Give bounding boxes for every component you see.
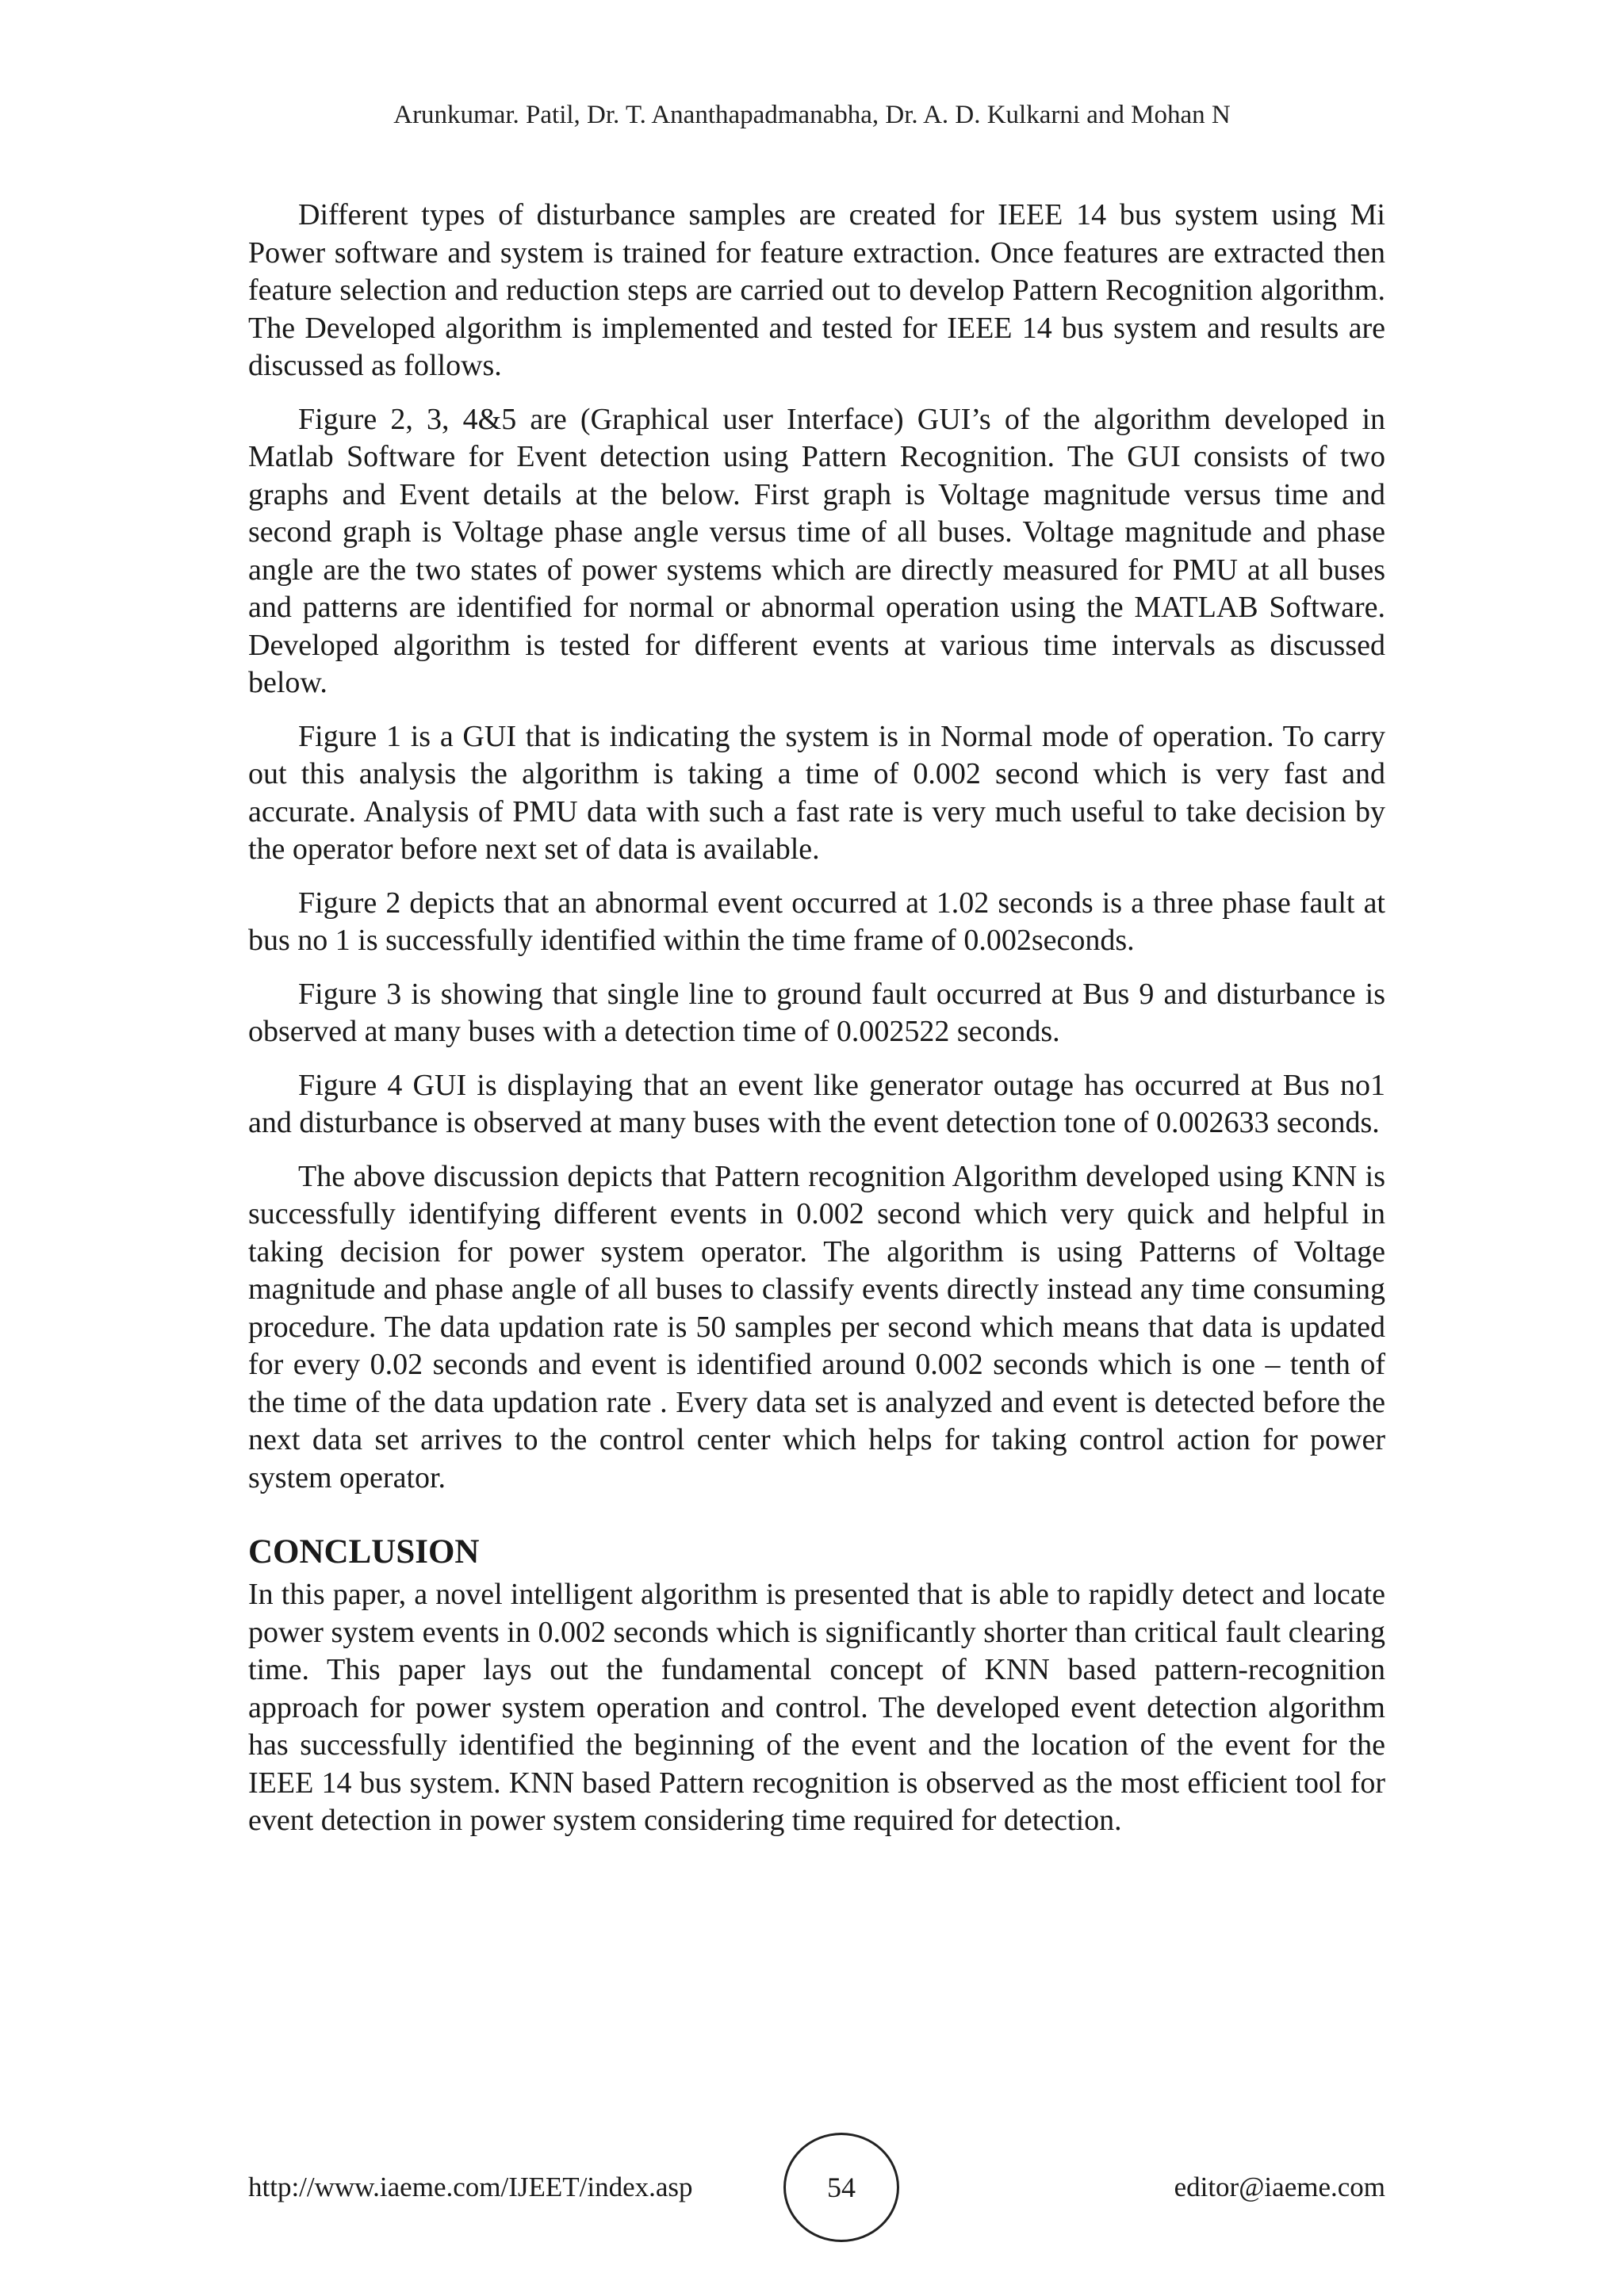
conclusion-paragraph: In this paper, a novel intelligent algorithm is presented that is able to rapidly detect and locate power system events in 0.002 seconds which is significantly shorter than critical fault clearing time. This paper lays out the fundamental concept of KNN based pattern-recognition approach for power system operation and control. The developed event detection algorithm has successfully identified the beginning of the event and the location of the event for the IEEE 14 bus system. KNN based Pattern recognition is observed as the most efficient tool for event detection in power system considering time required for detection. (248, 1578, 1385, 1837)
body-paragraph-4: Figure 2 depicts that an abnormal event occurred at 1.02 seconds is a three phase fault at bus no 1 is successfully identified within the time frame of 0.002seconds. (248, 886, 1385, 957)
body-paragraph-7: The above discussion depicts that Pattern recognition Algorithm developed using KNN is successfully identifying different events in 0.002 second which very quick and helpful in taking decision for power system operator. The algorithm is using Patterns of Voltage magnitude and phase angle of all buses to classify events directly instead any time consuming procedure. The data updation rate is 50 samples per second which means that data is updated for every 0.02 seconds and event is identified around 0.002 seconds which is one – tenth of the time of the data updation rate . Every data set is analyzed and event is detected before the next data set arrives to the control center which helps for taking control action for power system operator. (248, 1159, 1385, 1494)
editor-email-link[interactable]: editor@iaeme.com (1174, 2172, 1385, 2202)
body-paragraph-5: Figure 3 is showing that single line to ground fault occurred at Bus 9 and disturbance is observed at many buses with a detection time of 0.002522 seconds. (248, 977, 1385, 1048)
body-paragraph-1: Different types of disturbance samples are created for IEEE 14 bus system using Mi Power software and system is trained for feature extraction. Once features are extracted then feature selection and reduction steps are carried out to develop Pattern Recognition algorithm. The Developed algorithm is implemented and tested for IEEE 14 bus system and results are discussed as follows. (248, 198, 1385, 382)
body-paragraph-3: Figure 1 is a GUI that is indicating the system is in Normal mode of operation. To carry out this analysis the algorithm is taking a time of 0.002 second which is very fast and accurate. Analysis of PMU data with such a fast rate is very much useful to take decision by the operator before next set of data is available. (248, 719, 1385, 866)
page-body (248, 197, 1385, 1856)
body-paragraph-6: Figure 4 GUI is displaying that an event like generator outage has occurred at Bus no1 and disturbance is observed at many buses with the event detection tone of 0.002633 seconds. (248, 1068, 1385, 1139)
page-number-badge (783, 2133, 899, 2242)
body-paragraph-2: Figure 2, 3, 4&5 are (Graphical user Interface) GUI’s of the algorithm developed in Matlab Software for Event detection using Pattern Recognition. The GUI consists of two graphs and Event details at the below. First graph is Voltage magnitude versus time and second graph is Voltage phase angle versus time of all buses. Voltage magnitude and phase angle are the two states of power systems which are directly measured for PMU at all buses and patterns are identified for normal or abnormal operation using the MATLAB Software. Developed algorithm is tested for different events at various time intervals as discussed below. (248, 402, 1385, 699)
page-number: 54 (827, 2172, 856, 2203)
conclusion-heading: CONCLUSION (248, 1533, 480, 1571)
running-header: Arunkumar. Patil, Dr. T. Ananthapadmanabha, Dr. A. D. Kulkarni and Mohan N (393, 101, 1231, 129)
journal-url-link[interactable]: http://www.iaeme.com/IJEET/index.asp (248, 2172, 693, 2202)
